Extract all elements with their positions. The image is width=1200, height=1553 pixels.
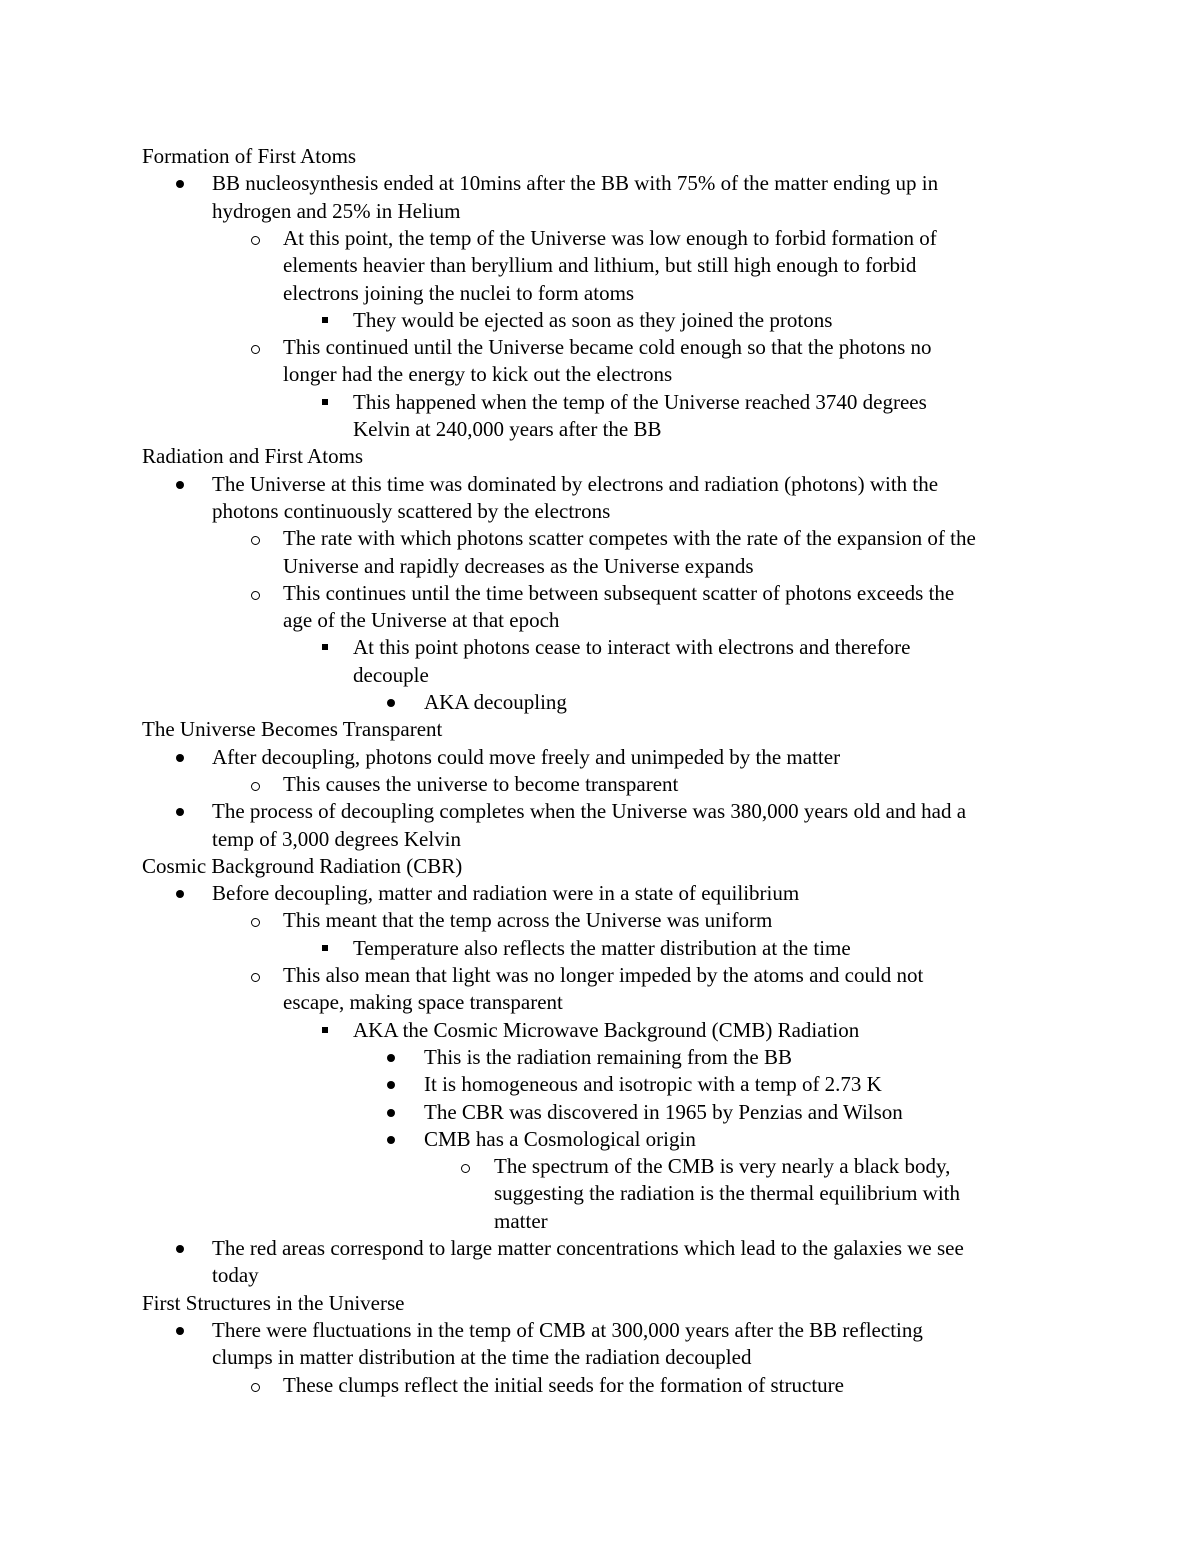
list-item-text: Before decoupling, matter and radiation were in a state of equilibrium	[212, 881, 800, 906]
bullet-dot-icon	[176, 890, 184, 898]
bullet-circle-icon	[251, 918, 260, 927]
list-item-text: suggesting the radiation is the thermal equilibrium with	[494, 1181, 960, 1206]
list-item-text: AKA the Cosmic Microwave Background (CMB) Radiation	[353, 1017, 860, 1042]
list-item-text: It is homogeneous and isotropic with a temp of 2.73 K	[424, 1072, 882, 1097]
bullet-circle-icon	[251, 536, 260, 545]
bullet-circle-icon	[251, 1383, 260, 1392]
section-heading: Cosmic Background Radiation (CBR)	[142, 853, 463, 878]
bullet-circle-icon	[461, 1164, 470, 1173]
list-item-text: age of the Universe at that epoch	[283, 608, 560, 633]
bullet-dot-icon	[387, 1109, 395, 1117]
list-item-text: Universe and rapidly decreases as the Universe expands	[283, 553, 754, 578]
list-item-text: temp of 3,000 degrees Kelvin	[212, 826, 462, 851]
list-item-text: This is the radiation remaining from the BB	[424, 1044, 793, 1069]
bullet-dot-icon	[176, 180, 184, 188]
bullet-dot-icon	[387, 1054, 395, 1062]
list-item-text: hydrogen and 25% in Helium	[212, 198, 461, 223]
list-item-text: The red areas correspond to large matter concentrations which lead to the galaxies we see	[212, 1236, 964, 1260]
list-item-text: This happened when the temp of the Universe reached 3740 degrees	[353, 389, 927, 414]
list-item-text: CMB has a Cosmological origin	[424, 1126, 696, 1151]
section-heading: The Universe Becomes Transparent	[142, 717, 443, 742]
list-item-text: longer had the energy to kick out the electrons	[283, 362, 673, 387]
bullet-dot-icon	[176, 1327, 184, 1335]
bullet-dot-icon	[387, 1136, 395, 1144]
bullet-circle-icon	[251, 591, 260, 600]
list-item-text: This continued until the Universe became cold enough so that the photons no	[283, 335, 932, 360]
bullet-square-icon	[322, 945, 328, 951]
list-item-text: This causes the universe to become transparent	[283, 771, 679, 796]
section-heading: Radiation and First Atoms	[142, 444, 364, 469]
bullet-circle-icon	[251, 236, 260, 245]
list-item-text: BB nucleosynthesis ended at 10mins after the BB with 75% of the matter ending up in	[212, 171, 939, 196]
list-item-text: elements heavier than beryllium and lithium, but still high enough to forbid	[283, 253, 917, 278]
list-item-text: After decoupling, photons could move freely and unimpeded by the matter	[212, 744, 841, 769]
bullet-square-icon	[322, 1027, 328, 1033]
bullet-circle-icon	[251, 782, 260, 791]
bullet-dot-icon	[176, 1245, 184, 1253]
list-item-text: The spectrum of the CMB is very nearly a black body,	[494, 1154, 951, 1179]
list-item-text: The process of decoupling completes when the Universe was 380,000 years old and had a	[212, 799, 967, 824]
list-item-text: They would be ejected as soon as they joined the protons	[353, 307, 833, 332]
list-item-text: escape, making space transparent	[283, 990, 563, 1015]
list-item-text: At this point photons cease to interact with electrons and therefore	[353, 635, 911, 660]
bullet-dot-icon	[387, 1081, 395, 1089]
list-item-text: These clumps reflect the initial seeds for the formation of structure	[283, 1372, 844, 1397]
bullet-circle-icon	[251, 345, 260, 354]
list-item-text: clumps in matter distribution at the time the radiation decoupled	[212, 1345, 752, 1370]
list-item-text: electrons joining the nuclei to form atoms	[283, 280, 635, 305]
list-item-text: today	[212, 1263, 259, 1288]
list-item-text: This also mean that light was no longer impeded by the atoms and could not	[283, 963, 924, 987]
list-item-text: Temperature also reflects the matter distribution at the time	[353, 935, 851, 960]
list-item-text: This meant that the temp across the Universe was uniform	[283, 908, 773, 933]
bullet-circle-icon	[251, 973, 260, 982]
list-item-text: decouple	[353, 662, 429, 687]
bullet-square-icon	[322, 317, 328, 323]
list-item-text: This continues until the time between subsequent scatter of photons exceeds the	[283, 580, 955, 605]
bullet-dot-icon	[176, 754, 184, 762]
list-item-text: Kelvin at 240,000 years after the BB	[353, 417, 662, 441]
list-item-text: There were fluctuations in the temp of CMB at 300,000 years after the BB reflecting	[212, 1317, 923, 1342]
bullet-dot-icon	[176, 481, 184, 489]
bullet-dot-icon	[176, 808, 184, 816]
list-item-text: AKA decoupling	[424, 690, 567, 714]
list-item-text: At this point, the temp of the Universe was low enough to forbid formation of	[283, 225, 937, 250]
list-item-text: The rate with which photons scatter competes with the rate of the expansion of the	[283, 526, 976, 551]
list-item-text: photons continuously scattered by the electrons	[212, 498, 611, 523]
bullet-square-icon	[322, 644, 328, 650]
list-item-text: The Universe at this time was dominated by electrons and radiation (photons) with the	[212, 471, 939, 496]
bullet-dot-icon	[387, 699, 395, 707]
section-heading: First Structures in the Universe	[142, 1290, 405, 1315]
bullet-square-icon	[322, 399, 328, 405]
section-heading: Formation of First Atoms	[142, 144, 357, 168]
list-item-text: The CBR was discovered in 1965 by Penzias and Wilson	[424, 1099, 903, 1124]
list-item-text: matter	[494, 1208, 548, 1233]
